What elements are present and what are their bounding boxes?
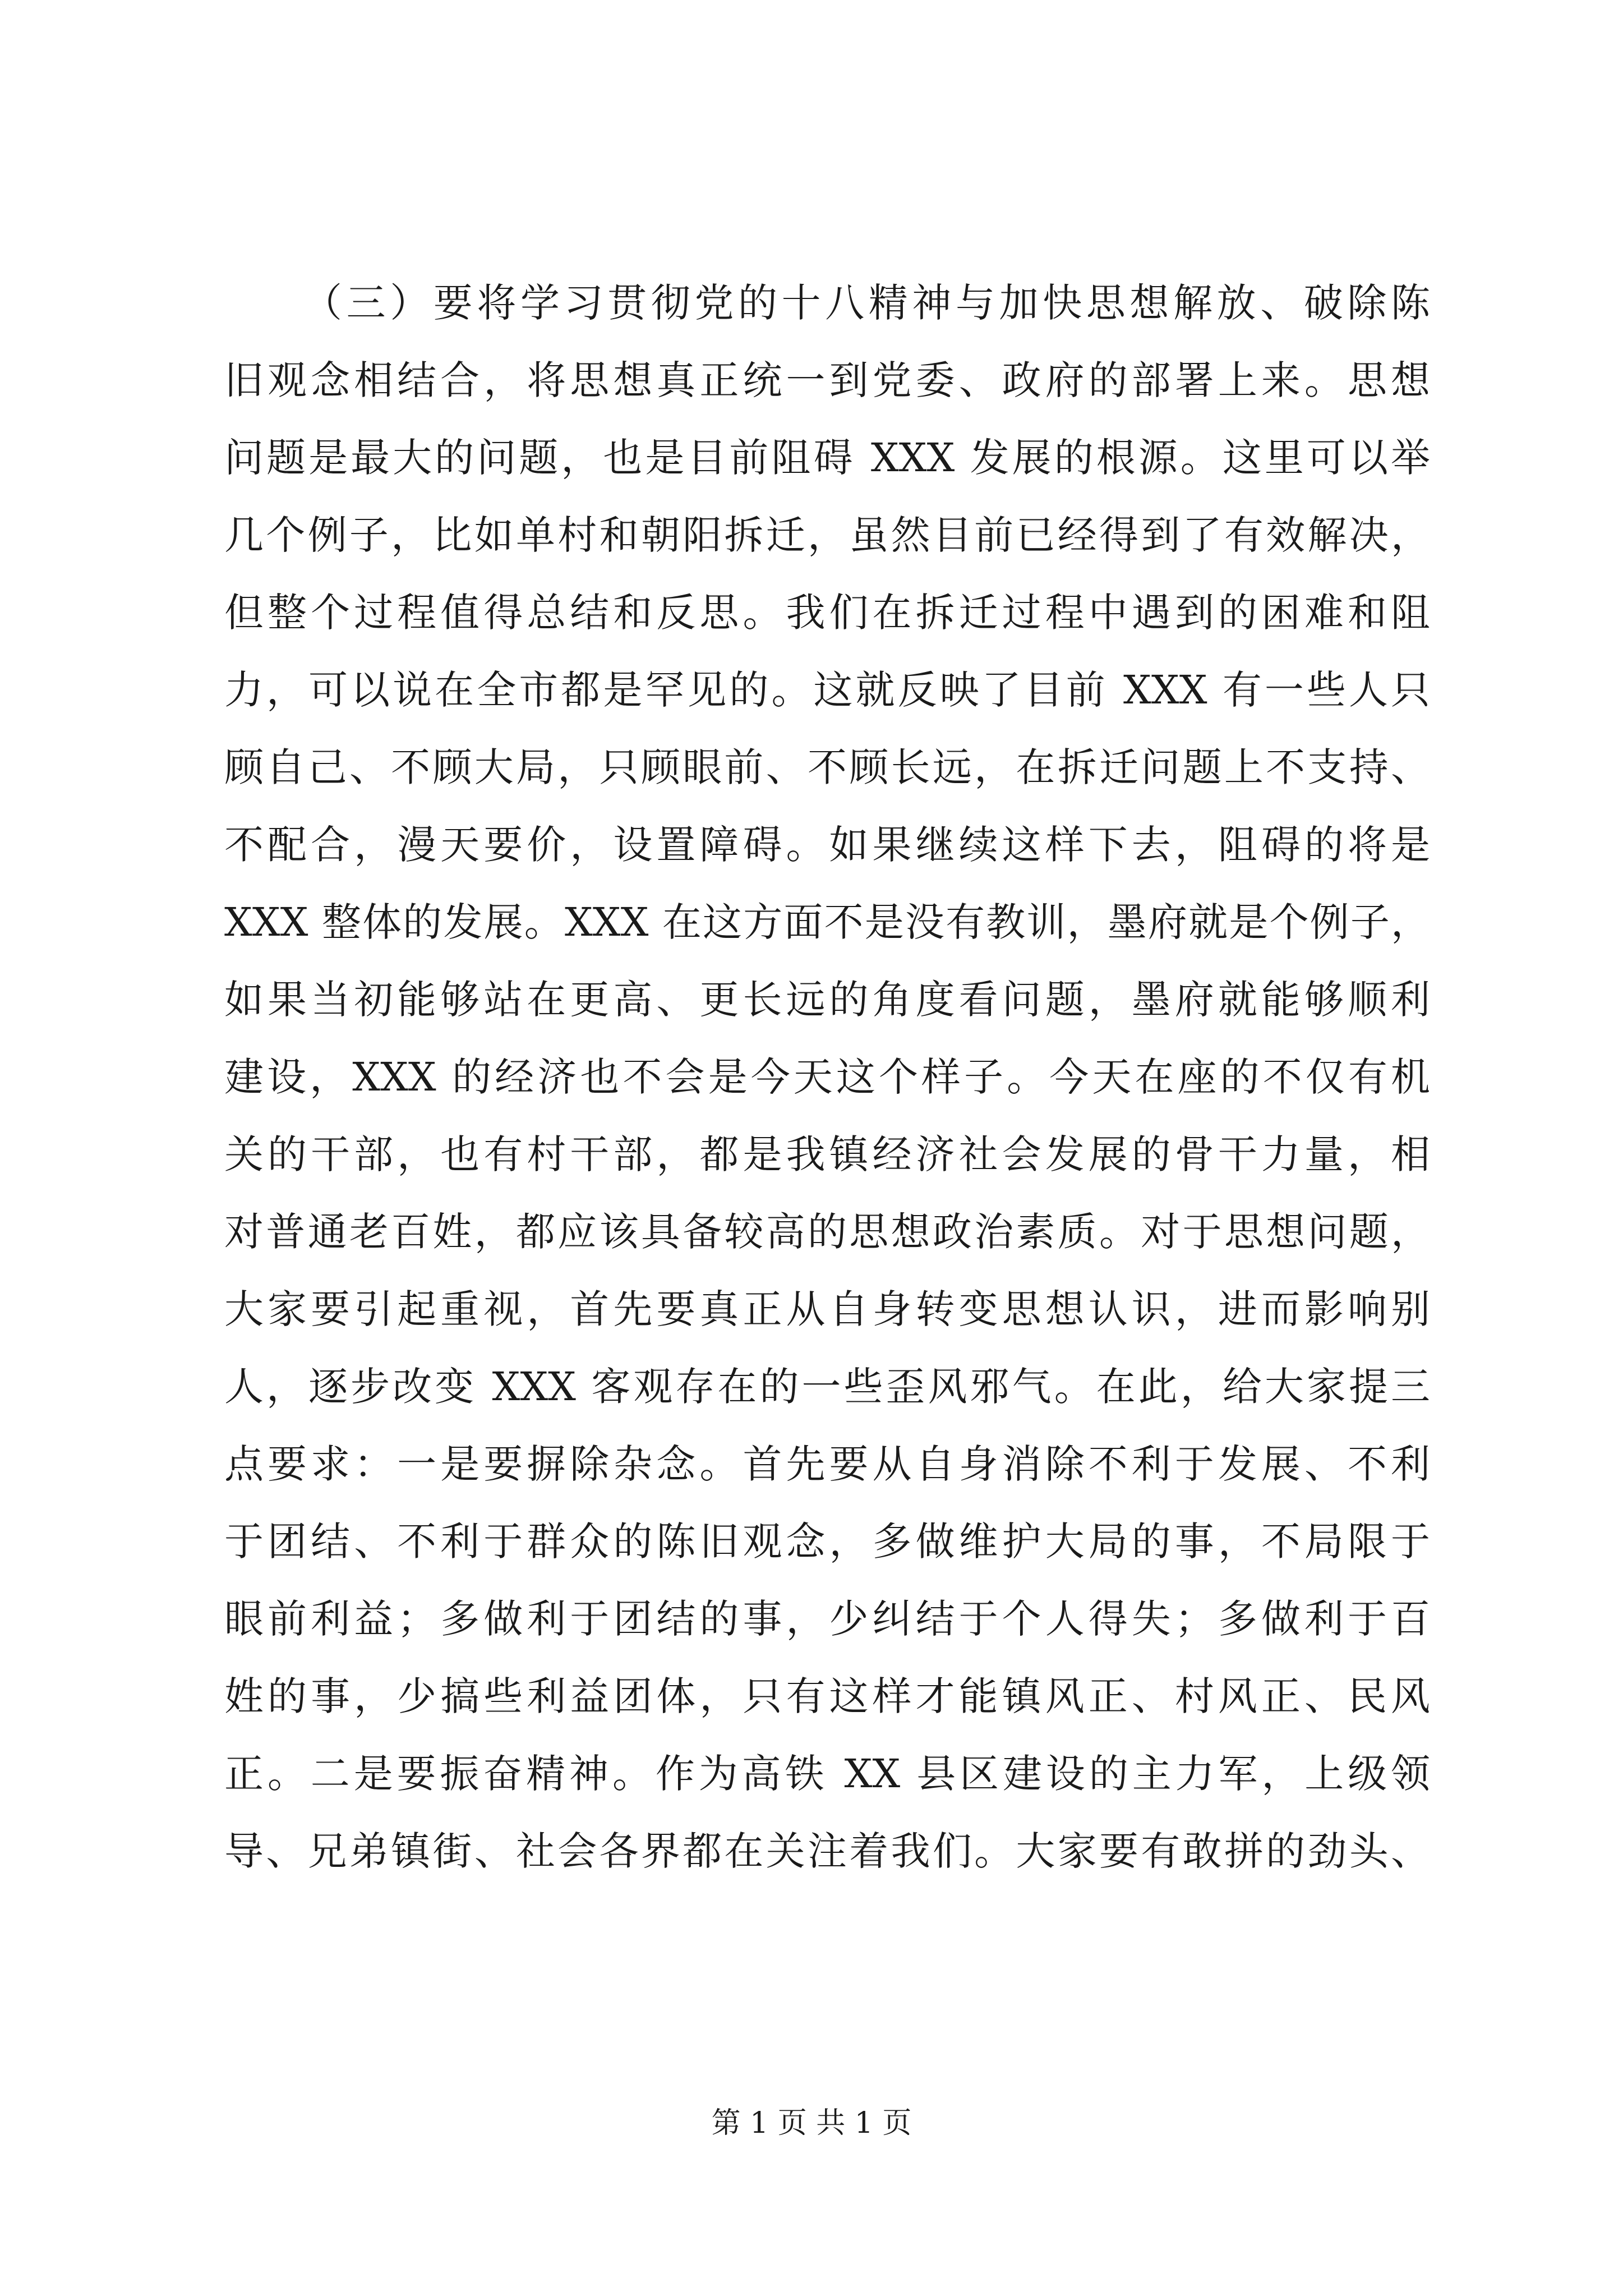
paragraph-line: 问题是最大的问题，也是目前阻碍 XXX 发展的根源。这里可以举 [224,435,1430,481]
paragraph-line: 旧观念相结合，将思想真正统一到党委、政府的部署上来。思想 [224,357,1430,403]
paragraph-line: 姓的事，少搞些利益团体，只有这样才能镇风正、村风正、民风 [224,1673,1430,1719]
paragraph-line: 建设，XXX 的经济也不会是今天这个样子。今天在座的不仅有机 [224,1054,1430,1100]
paragraph-line: 导、兄弟镇街、社会各界都在关注着我们。大家要有敢拼的劲头、 [224,1828,1430,1874]
page-number-footer: 第 1 页 共 1 页 [711,2106,912,2140]
paragraph-line: 点要求：一是要摒除杂念。首先要从自身消除不利于发展、不利 [224,1441,1430,1487]
paragraph-line: 对普通老百姓，都应该具备较高的思想政治素质。对于思想问题， [224,1209,1430,1255]
paragraph-line: 大家要引起重视，首先要真正从自身转变思想认识，进而影响别 [224,1286,1430,1332]
paragraph-line: XXX 整体的发展。XXX 在这方面不是没有教训，墨府就是个例子， [224,899,1430,945]
paragraph-line: 但整个过程值得总结和反思。我们在拆迁过程中遇到的困难和阻 [224,590,1430,636]
paragraph-line: 正。二是要振奋精神。作为高铁 XX 县区建设的主力军，上级领 [224,1751,1430,1797]
paragraph-line: 力，可以说在全市都是罕见的。这就反映了目前 XXX 有一些人只 [224,667,1430,713]
paragraph-line: 关的干部，也有村干部，都是我镇经济社会发展的骨干力量，相 [224,1131,1430,1177]
paragraph-line: （三）要将学习贯彻党的十八精神与加快思想解放、破除陈 [303,280,1430,326]
paragraph-line: 眼前利益；多做利于团结的事，少纠结于个人得失；多做利于百 [224,1596,1430,1642]
paragraph-line: 几个例子，比如单村和朝阳拆迁，虽然目前已经得到了有效解决， [224,512,1430,558]
paragraph-line: 不配合，漫天要价，设置障碍。如果继续这样下去，阻碍的将是 [224,822,1430,868]
paragraph-line: 于团结、不利于群众的陈旧观念，多做维护大局的事，不局限于 [224,1519,1430,1565]
paragraph-line: 如果当初能够站在更高、更长远的角度看问题，墨府就能够顺利 [224,977,1430,1023]
paragraph-line: 顾自己、不顾大局，只顾眼前、不顾长远，在拆迁问题上不支持、 [224,744,1430,790]
paragraph-line: 人，逐步改变 XXX 客观存在的一些歪风邪气。在此，给大家提三 [224,1364,1430,1410]
